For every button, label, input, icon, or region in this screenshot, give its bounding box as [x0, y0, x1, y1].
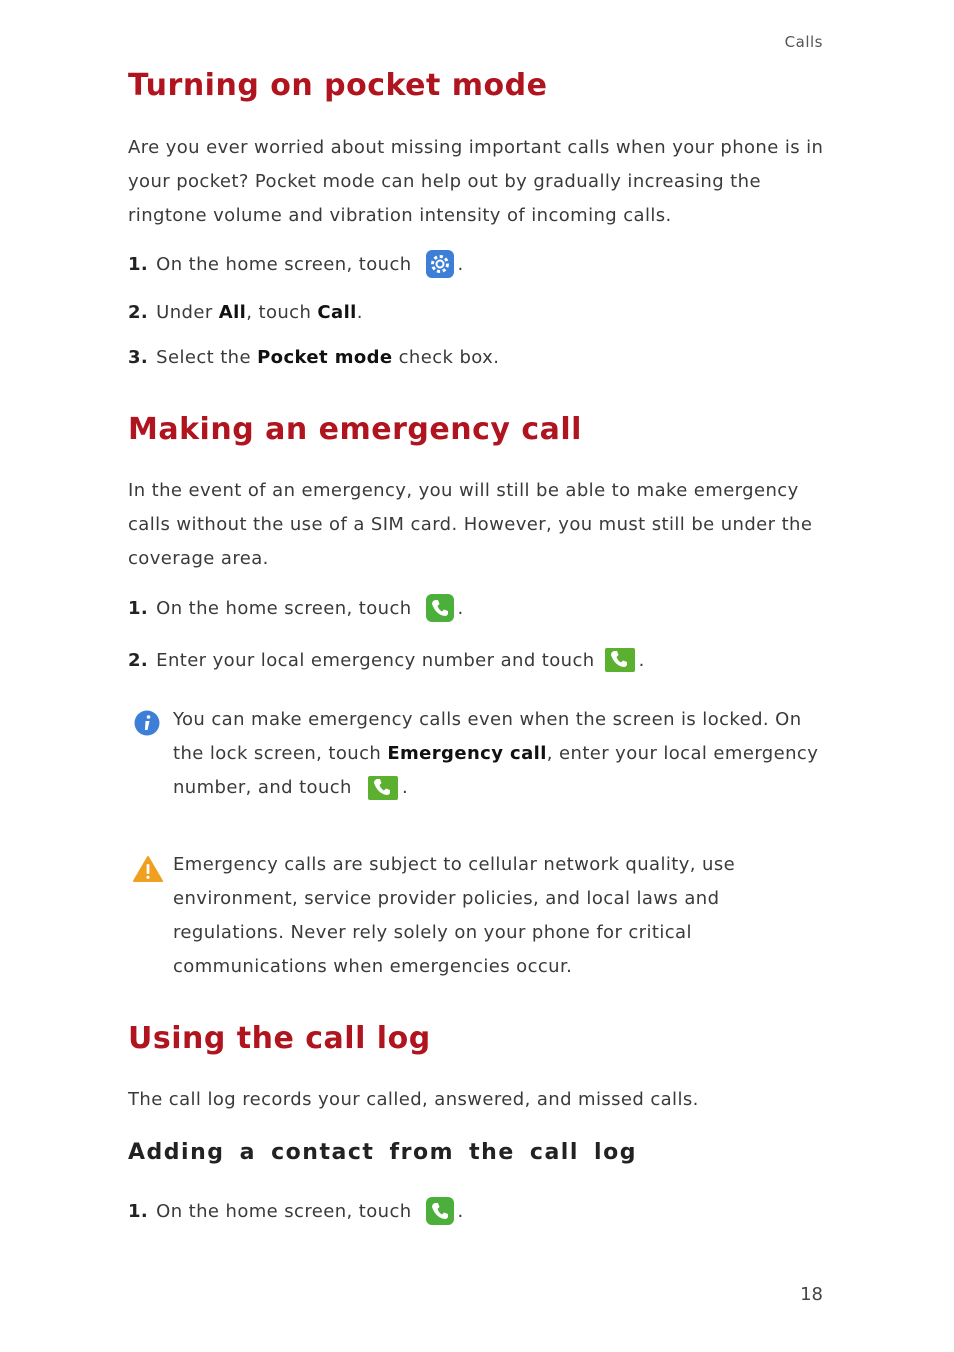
emergency-step-2: [128, 648, 645, 672]
step-end: .: [638, 649, 645, 671]
phone-dial-icon: [605, 648, 635, 672]
page-number: 18: [800, 1284, 823, 1305]
warning-note: Emergency calls are subject to cellular network quality, use environment, service provider policies, and local laws and regulations. Never rely solely on your phone for critical communications when emergencies occur.: [173, 854, 736, 977]
note-end: .: [402, 777, 409, 798]
menu-call: Call: [317, 302, 357, 323]
info-note: [173, 703, 833, 805]
step-end: .: [457, 1200, 464, 1222]
call-log-step-1: [128, 1197, 464, 1225]
step-number: 1.: [128, 1200, 149, 1222]
running-header: Calls: [784, 33, 823, 51]
step-text: Select the: [156, 347, 258, 368]
info-icon: [133, 709, 161, 737]
step-text: On the home screen, touch: [156, 597, 412, 619]
pocket-step-1: [128, 250, 464, 278]
pocket-mode-intro: Are you ever worried about missing important calls when your phone is in your pocket? Pocket mode can help out by gradually increasing the ringtone volume and vibration intensity of incoming calls.: [128, 137, 824, 226]
pocket-step-2: [128, 302, 363, 323]
emergency-step-1: [128, 594, 464, 622]
step-text: On the home screen, touch: [156, 1200, 412, 1222]
call-log-intro: The call log records your called, answered, and missed calls.: [128, 1089, 699, 1110]
option-pocket-mode: Pocket mode: [257, 347, 393, 368]
step-text: On the home screen, touch: [156, 253, 412, 275]
phone-dial-icon: [368, 776, 398, 800]
step-text: check box.: [392, 347, 500, 368]
step-number: 2.: [128, 302, 149, 323]
step-end: .: [457, 253, 464, 275]
section-title-pocket-mode: Turning on pocket mode: [128, 68, 548, 103]
step-number: 1.: [128, 253, 149, 275]
subsection-title-add-contact: Adding a contact from the call log: [128, 1140, 637, 1165]
section-title-call-log: Using the call log: [128, 1021, 431, 1056]
step-text: , touch: [246, 302, 318, 323]
section-title-emergency: Making an emergency call: [128, 412, 582, 447]
step-end: .: [356, 302, 363, 323]
phone-icon: [426, 594, 454, 622]
step-number: 2.: [128, 649, 149, 671]
step-text: Under: [156, 302, 219, 323]
menu-all: All: [218, 302, 247, 323]
step-number: 1.: [128, 597, 149, 619]
warning-icon: [133, 855, 163, 883]
note-text: You can make emergency calls even when the screen is locked. On the lock screen, touch: [173, 709, 802, 764]
option-emergency-call: Emergency call: [387, 743, 547, 764]
pocket-step-3: [128, 347, 499, 368]
settings-icon: [426, 250, 454, 278]
note-text: , enter your local emergency number, and touch: [173, 743, 819, 798]
step-end: .: [457, 597, 464, 619]
step-text: Enter your local emergency number and touch: [156, 649, 595, 671]
phone-icon: [426, 1197, 454, 1225]
step-number: 3.: [128, 347, 149, 368]
emergency-intro: In the event of an emergency, you will still be able to make emergency calls without the use of a SIM card. However, you must still be under the coverage area.: [128, 480, 813, 569]
